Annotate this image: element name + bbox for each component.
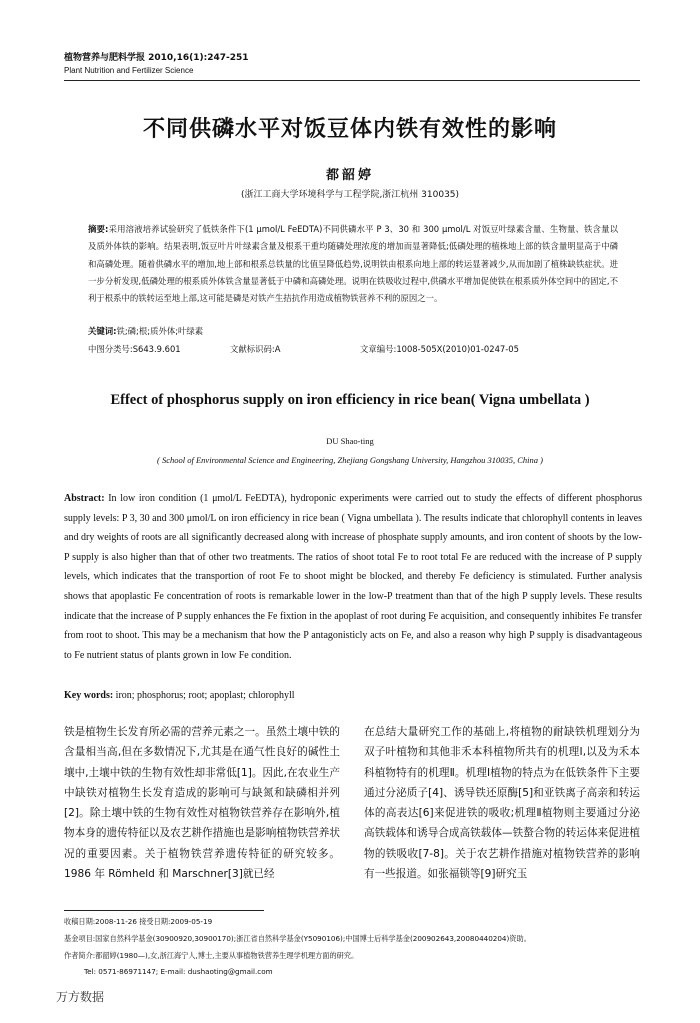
keywords-cn-label: 关键词:: [88, 326, 117, 336]
classification-cn: [88, 343, 618, 355]
affiliation-en: ( School of Environmental Science and Engineering, Zhejiang Gongshang University, Hangzhou 310035, China ): [157, 455, 543, 465]
doc-code: 文献标识码:A: [230, 344, 281, 354]
keywords-en: [64, 690, 642, 701]
body-right-column: 在总结大量研究工作的基础上,将植物的耐缺铁机理划分为双子叶植物和其他非禾本科植物所共有的机理Ⅰ,以及为禾本科植物特有的机理Ⅱ。机理Ⅰ植物的特点为在低铁条件下主要通过分泌质子[4]、诱导铁还原酶[5]和亚铁离子高亲和转运体的高表达[6]来促进铁的吸收;机理Ⅱ植物则主要通过分泌高铁载体和诱导合成高铁载体—铁螯合物的转运体来促进植物的铁吸收[7-8]。关于农艺耕作措施对植物铁营养的影响有一些报道。如张福锁等[9]研究玉: [364, 726, 640, 881]
abstract-cn-text: 采用溶液培养试验研究了低铁条件下(1 μmol/L FeEDTA)不同供磷水平 P 3、30 和 300 μmol/L 对饭豆叶绿素含量、生物量、铁含量以及质外体铁的影响。结果表明,饭豆叶片叶绿素含量及根系干重均随磷处理浓度的增加而显著降低;低磷处理的植株地上部的铁含量明显高于中磷和高磷处理。随着供磷水平的增加,地上部和根系总铁量的比值呈降低趋势,说明铁由根系向地上部的转运显著减少,从而加剧了植株缺铁症状。进一步分析发现,低磷处理的根系质外体铁含量显著低于中磷和高磷处理。说明在铁吸收过程中,供磷水平增加促使铁在根系质外体空间中的固定,不利于根系中的铁转运至地上部,这可能是磷是对铁产生拮抗作用造成植物铁营养不利的原因之一。: [88, 224, 618, 304]
journal-name-en: Plant Nutrition and Fertilizer Science: [64, 66, 194, 75]
footnote-author-bio: 作者简介:都韶婷(1980—),女,浙江海宁人,博士,主要从事植物铁营养生理学机理方面的研究。: [64, 951, 359, 960]
author-en: DU Shao-ting: [326, 436, 374, 446]
watermark: 万方数据: [56, 990, 105, 1004]
body-left-column: 铁是植物生长发育所必需的营养元素之一。虽然土壤中铁的含量相当高,但在多数情况下,尤其是在通气性良好的碱性土壤中,土壤中铁的生物有效性却非常低[1]。因此,在农业生产中缺铁对植物生长发育造成的影响可与缺氮和缺磷相并列[2]。除土壤中铁的生物有效性对植物铁营养存在影响外,植物本身的遗传特征以及农艺耕作措施也是影响植物铁营养状况的重要因素。关于植物铁营养遗传特征的研究较多。1986 年 Römheld 和 Marschner[3]就已经: [64, 726, 340, 881]
abstract-en-text: In low iron condition (1 μmol/L FeEDTA), hydroponic experiments were carried out to study the effects of different phosphorus supply levels: P 3, 30 and 300 μmol/L on iron efficiency in rice bean ( Vigna umbellata ). The results indicate that chlorophyll contents in leaves and dry weights of roots are all significantly decreased along with increase of phosphate supply amounts, and iron content of shoots by the low-P supply is also higher than that of other two treatments. The ratios of shoot total Fe to root total Fe are reduced with the increase of P supply levels, which indicates that the transportion of root Fe to shoot might be blocked, and thereby Fe deficiency is stimulated. Further analysis shows that apoplastic Fe concentration of roots is remarkable lower in the low-P treatment than that of the high P supply levels. These results indicate that the increase of P supply enhances the Fe fixtion in the apoplast of root during Fe acquisition, and consequently inhibites Fe transfer from root to shoot. This may be a mechanism that how the P antagonisticly acts on Fe, and also a reason why high P supply is disadvantageous to Fe nutrient status of plants grown in low Fe condition.: [64, 493, 642, 661]
footnote-contact: Tel: 0571-86971147; E-mail: dushaoting@gmail.com: [84, 967, 273, 976]
keywords-en-text: iron; phosphorus; root; apoplast; chlorophyll: [115, 690, 295, 701]
footnote-rule: [64, 910, 264, 911]
keywords-cn: [88, 325, 618, 337]
footnote-funding: 基金项目:国家自然科学基金(30900920,30900170);浙江省自然科学基金(Y5090106);中国博士后科学基金(200902643,20080440204)资助。: [64, 934, 531, 943]
page-title-en: Effect of phosphorus supply on iron efficiency in rice bean( Vigna umbellata ): [110, 392, 590, 408]
clc-number: 中图分类号:S643.9.601: [88, 344, 181, 354]
journal-citation-cn: 植物营养与肥料学报 2010,16(1):247-251: [64, 53, 249, 63]
abstract-en-label: Abstract:: [64, 493, 105, 504]
abstract-cn-label: 摘要:: [88, 224, 109, 234]
article-number: 文章编号:1008-505X(2010)01-0247-05: [360, 344, 519, 354]
keywords-en-label: Key words:: [64, 690, 114, 701]
header-rule: [64, 80, 640, 81]
abstract-en: [64, 489, 642, 665]
abstract-cn: [88, 221, 618, 307]
footnote-dates: 收稿日期:2008-11-26 接受日期:2009-05-19: [64, 917, 213, 926]
keywords-cn-text: 铁;磷;根;质外体;叶绿素: [116, 326, 204, 336]
affiliation-cn: (浙江工商大学环境科学与工程学院,浙江杭州 310035): [240, 190, 460, 200]
page-title-cn: 不同供磷水平对饭豆体内铁有效性的影响: [142, 117, 557, 142]
author-cn: 都韶婷: [325, 168, 374, 183]
